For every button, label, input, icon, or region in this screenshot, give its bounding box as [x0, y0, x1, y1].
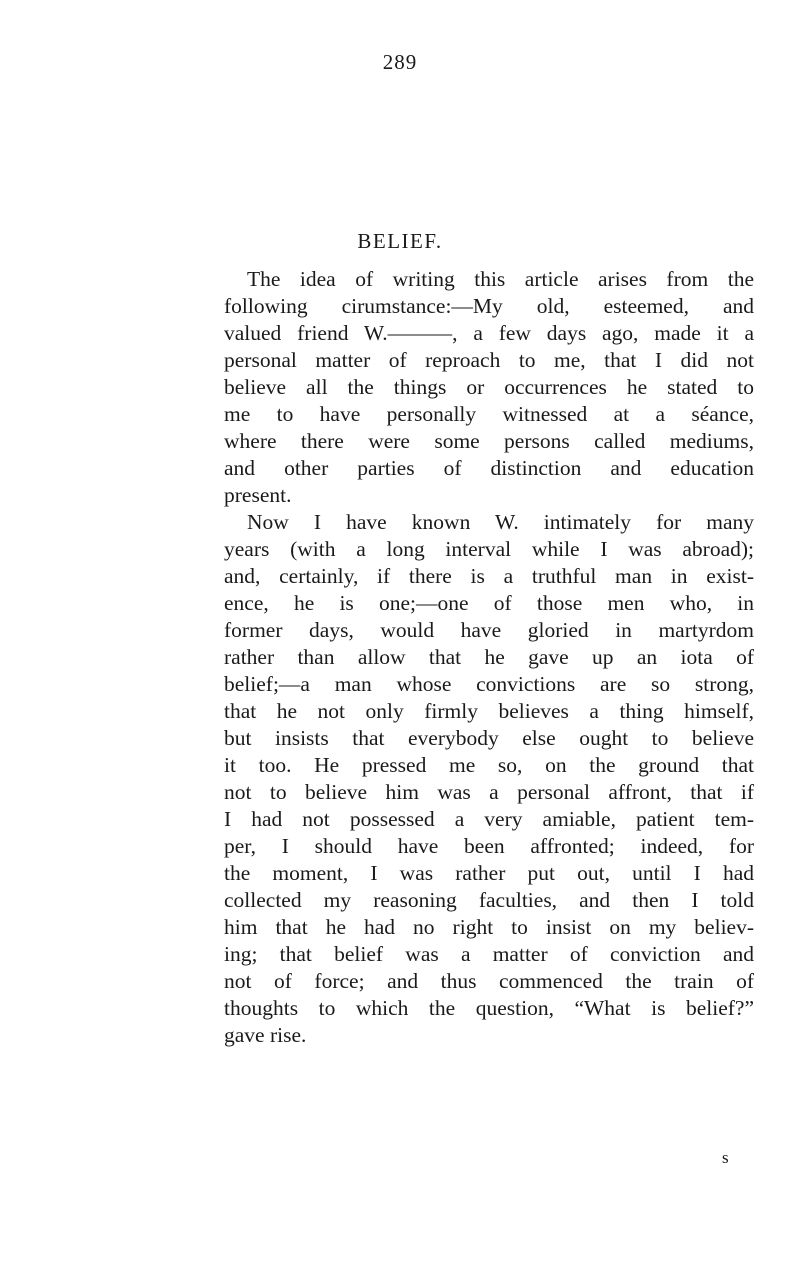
text-line: ence, he is one;—one of those men who, in	[224, 591, 754, 615]
text-line: the moment, I was rather put out, until I had	[224, 861, 754, 885]
text-line: gave rise.	[224, 1023, 307, 1047]
signature-mark: s	[722, 1148, 729, 1167]
text-line: where there were some persons called mediums,	[224, 429, 754, 453]
text-line: rather than allow that he gave up an iota of	[224, 645, 754, 669]
text-line: personal matter of reproach to me, that I did not	[224, 348, 754, 372]
text-line: The idea of writing this article arises from the	[247, 267, 754, 291]
text-line: not to believe him was a personal affront, that if	[224, 780, 754, 804]
article-body	[224, 266, 754, 1049]
text-line: believe all the things or occurrences he stated to	[224, 375, 754, 399]
text-line: thoughts to which the question, “What is belief?”	[224, 996, 754, 1020]
page-number: 289	[382, 50, 418, 74]
text-line: present.	[224, 483, 292, 507]
text-line: and other parties of distinction and education	[224, 456, 754, 480]
text-line: belief;—a man whose convictions are so strong,	[224, 672, 754, 696]
text-line: not of force; and thus commenced the train of	[224, 969, 754, 993]
text-line: it too. He pressed me so, on the ground that	[224, 753, 754, 777]
text-line: and, certainly, if there is a truthful man in exist-	[224, 564, 754, 588]
text-line: ing; that belief was a matter of conviction and	[224, 942, 754, 966]
text-line: years (with a long interval while I was abroad);	[224, 537, 754, 561]
text-line: him that he had no right to insist on my believ-	[224, 915, 754, 939]
text-line: valued friend W.———, a few days ago, made it a	[224, 321, 754, 345]
text-line: following cirumstance:—My old, esteemed, and	[224, 294, 754, 318]
text-line: but insists that everybody else ought to believe	[224, 726, 754, 750]
text-line: me to have personally witnessed at a séance,	[224, 402, 754, 426]
article-title: BELIEF.	[357, 229, 443, 253]
text-line: collected my reasoning faculties, and then I told	[224, 888, 754, 912]
text-line: per, I should have been affronted; indeed, for	[224, 834, 754, 858]
text-line: that he not only firmly believes a thing himself,	[224, 699, 754, 723]
text-line: Now I have known W. intimately for many	[247, 510, 754, 534]
text-line: I had not possessed a very amiable, patient tem-	[224, 807, 754, 831]
text-line: former days, would have gloried in martyrdom	[224, 618, 754, 642]
